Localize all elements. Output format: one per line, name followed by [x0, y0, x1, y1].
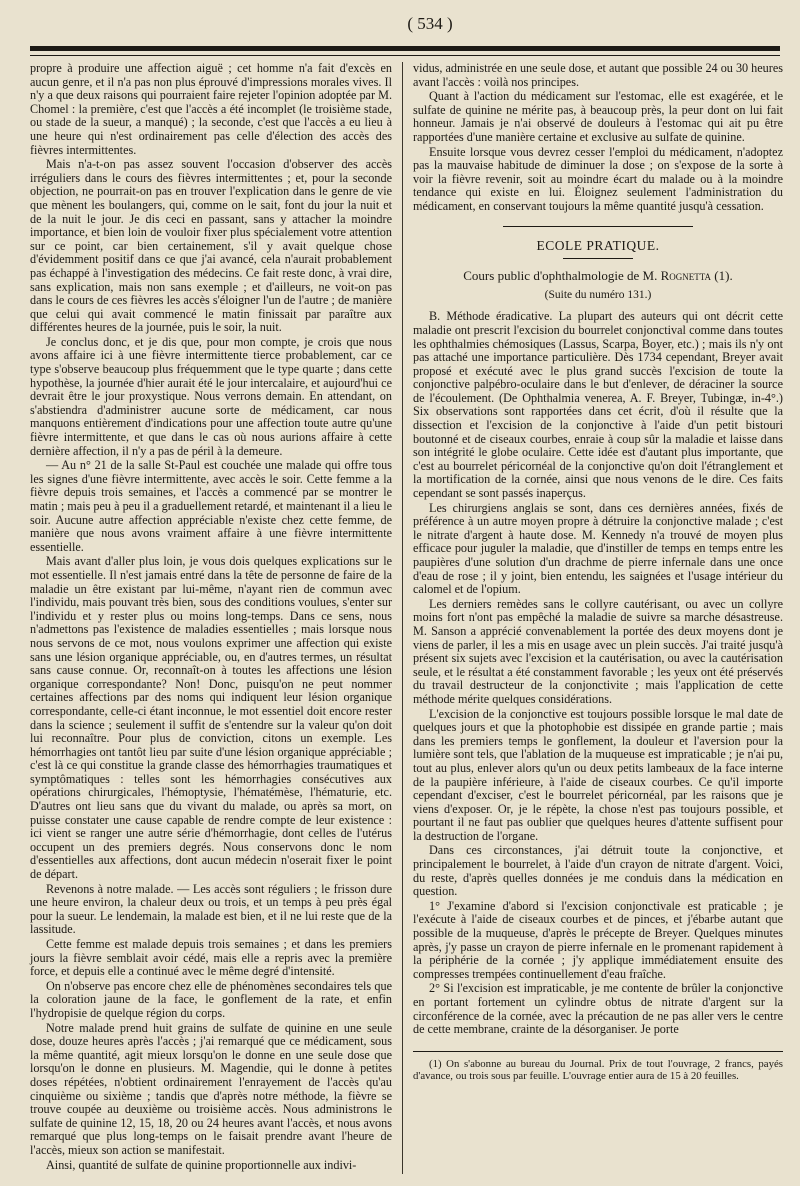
course-title	[413, 269, 783, 283]
header-rule-thin	[30, 55, 780, 56]
paragraph: On n'observe pas encore chez elle de phénomènes secondaires tels que la coloration jaune de la face, le gonflement de la rate, et enfin l'hydropisie de quelque région du corps.	[30, 978, 392, 1020]
paragraph: Notre malade prend huit grains de sulfate de quinine en une seule dose, douze heures après l'accès ; j'ai remarqué que ce médicament, sous la même quantité, agit mieux lorsqu'on le donne en une seule dose que lorsqu'on le donne en plusieurs. M. Magendie, qui le donne à petites doses répétées, n'obtient ordinairement l'enrayement de l'accès qu'au cinquième ou sixième ; tandis que d'après notre méthode, la fièvre se trouve coupée au deuxième ou troisième accès. Nous administrons le sulfate de quinine 12, 15, 18, 20 ou 24 heures avant l'accès, et nous avons remarqué que plus long-temps on le faisait prendre avant l'heure de l'accès, mieux son action se manifestait.	[30, 1020, 392, 1157]
course-title-prefix: Cours public d'ophthalmologie de M.	[463, 268, 658, 284]
paragraph: Ainsi, quantité de sulfate de quinine proportionnelle aux indivi-	[46, 1157, 357, 1172]
continuation-note: (Suite du numéro 131.)	[544, 288, 652, 301]
paragraph: vidus, administrée en une seule dose, et autant que possible 24 ou 30 heures avant l'accès : voilà nos principes.	[413, 61, 783, 89]
page-number: ( 534 )	[407, 14, 453, 33]
paragraph: B. Méthode éradicative. La plupart des auteurs qui ont décrit cette maladie ont prescrit l'excision du bourrelet conjonctival comme dans toutes les ophthalmies chémosiques (Lassus, Scarpa, Boyer, etc.) ; mais ils n'y ont pas attaché une importance particulière. Dès 1734 cependant, Breyer avait proposé et exécuté avec le plus grand succès l'excision de toute la conjonctive palpébro-oculaire dans le but d'enlever, de déraciner la source de l'écoulement. (De Ophthalmia venerea, A. F. Breyer, Tubingæ, in-4°.) Six observations sont rapportées dans cet écrit, d'où il résulte que la dissection et l'excision de la conjonctive à l'aide d'un petit bistouri boutonné et de ciseaux courbes, enraie à coup sûr la maladie et laisse dans son intégrité le globe oculaire. Cette idée est d'autant plus importante, que c'est au bourrelet péricornéal de la conjonctive qu'on doit l'étranglement et la mortification de la cornée, ainsi que nous venons de le dire. Ces faits cependant se sont passés inaperçus.	[413, 309, 783, 501]
paragraph: Revenons à notre malade. — Les accès sont réguliers ; le frisson dure une heure environ, la chaleur deux ou trois, et un temps à peu près égal pour la sueur. Le lendemain, la malade est bien, et il ne lui reste que de la lassitude.	[30, 881, 392, 937]
right-column	[413, 62, 783, 1084]
paragraph: Cette femme est malade depuis trois semaines ; et dans les premiers jours la fièvre semblait avoir cédé, mais elle a repris avec la première force, et depuis elle a continué avec le même degré d'intensité.	[30, 937, 392, 979]
page-header	[30, 14, 780, 44]
footnote: (1) On s'abonne au bureau du Journal. Prix de tout l'ouvrage, 2 francs, payés d'avance, ou trois sous par feuille. L'ouvrage entier aura de 15 à 20 feuilles.	[413, 1057, 783, 1083]
paragraph: Les chirurgiens anglais se sont, dans ces dernières années, fixés de préférence à un autre moyen propre à détruire la conjonctive malade ; c'est le nitrate d'argent à haute dose. M. Kennedy n'a trouvé de moyen plus efficace pour juguler la maladie, que d'instiller de temps en temps entre les paupières d'une solution d'un drachme de pierre infernale dans une once d'eau de rose ; il y joint, bien entendu, les saignées et l'usage intérieur du calomel et de l'opium.	[413, 500, 783, 597]
paragraph: Quant à l'action du médicament sur l'estomac, elle est exagérée, et le sulfate de quinine ne mérite pas, à beaucoup près, la peur dont on lui fait honneur. Jamais je n'ai observé de douleurs à l'estomac qui ait pu être rapportées d'une manière certaine et exclusive au sulfate de quinine.	[413, 89, 783, 144]
paragraph: — Au n° 21 de la salle St-Paul est couchée une malade qui offre tous les signes d'une fièvre intermittente, avec accès le soir. Cette femme a la fièvre depuis trois semaines, et l'accès a commencé par se montrer le matin ; mais peu à peu il a graduellement retardé, et maintenant il a lieu le soir. Aucune autre affection appréciable n'existe chez cette femme, de manière que nous avons vraiment affaire à une fièvre intermittente essentielle.	[30, 458, 392, 554]
paragraph: Ensuite lorsque vous devrez cesser l'emploi du médicament, n'adoptez pas la mauvaise habitude de diminuer la dose ; on s'expose de la sorte à voir la fièvre revenir, soit au moindre écart du malade ou à la moindre tendance qui existe en lui. Éloignez seulement l'administration du médicament, en conservant toujours la même quantité jusqu'à cessation.	[413, 144, 783, 213]
footnote-rule	[413, 1051, 783, 1052]
section-title: ECOLE PRATIQUE.	[536, 237, 660, 253]
section-title-rule	[563, 258, 633, 259]
course-title-note: (1).	[714, 268, 733, 284]
course-author: Rognetta	[660, 268, 712, 284]
paragraph: Dans ces circonstances, j'ai détruit toute la conjonctive, et principalement le bourrelet, à l'aide d'un crayon de nitrate d'argent. Voici, du reste, d'après quelles données je me conduis dans la médication en question.	[413, 843, 783, 899]
section-separator	[503, 226, 693, 227]
paragraph: L'excision de la conjonctive est toujours possible lorsque le mal date de quelques jours et que la photophobie est dissipée en grande partie ; mais dans les premiers temps le gonflement, la douleur et l'aversion pour la lumière sont tels, que l'ablation de la muqueuse est impraticable ; je n'ai pu, tout au plus, enlever alors qu'un ou deux petits lambeaux de la face interne de la paupière inférieure, à l'aide de ciseaux courbes. Ce qu'il importe cependant d'exciser, c'est le bourrelet péricornéal, par les raisons que je viens d'exposer. Or, je le répète, la chose n'est pas toujours possible, et pourtant il ne faut pas oublier que quelques heures d'attente suffisent pour la destruction de l'organe.	[413, 706, 783, 843]
left-column	[30, 62, 392, 1173]
column-divider	[402, 62, 403, 1174]
paragraph: Je conclus donc, et je dis que, pour mon compte, je crois que nous avons affaire ici à une fièvre intermittente tierce probablement, car ce type s'observe beaucoup plus fréquemment que le type quarte ; dans cette hypothèse, la journée d'hier aurait été le jour intercalaire, et aujourd'hui ce devrait être le jour proxystique. Nous verrons demain. En attendant, on s'abstiendra d'administrer aucune sorte de médicament, car nous manquons entièrement d'indications pour une affection toute autre qu'une fièvre intermittente, et que dans le cas où nous aurions affaire à cette dernière affection, il n'y a pas de péril à la demeure.	[30, 334, 392, 458]
header-rule-thick	[30, 46, 780, 51]
paragraph: propre à produire une affection aiguë ; cet homme n'a fait d'excès en aucun genre, et il n'a pas non plus éprouvé d'impressions morales vives. Il n'y a que deux raisons qui pourraient faire rejeter l'opinion adoptée par M. Chomel : la première, c'est que l'accès a été incomplet (le troisième stade, ou stade de la sueur, a manqué) ; la seconde, c'est que l'accès a eu lieu à une heure qui n'est ordinairement pas celle d'élection des accès des fièvres intermittentes.	[30, 61, 392, 157]
paragraph: Les derniers remèdes sans le collyre cautérisant, ou avec un collyre moins fort n'ont pas empêché la maladie de suivre sa marche désastreuse. M. Sanson a apprécié convenablement la portée des deux moyens dont je viens de parler, il les a mis en usage avec un plein succès. J'ai traité jusqu'à présent six sujets avec l'excision et la cautérisation, ou avec la cautérisation seule, et le résultat a été constamment favorable ; les yeux ont été préservés du travail destructeur de la conjonctivite ; mais l'application de cette méthode mérite quelques considérations.	[413, 596, 783, 706]
paragraph: Mais avant d'aller plus loin, je vous dois quelques explications sur le mot essentielle. Il n'est jamais entré dans la tête de personne de faire de la maladie un être existant par lui-même, n'ayant rien de commun avec l'individu, mais pouvant très bien, sous des conditions voulues, s'enter sur l'individu et y rester plus ou moins long-temps. Dans ce sens, nous n'admettons pas l'existence de maladies essentielles ; mais lorsque nous nous servons de ce mot, nous voulons exprimer une affection qui existe sans une lésion organique appréciable, ou, en d'autres termes, un résultat sans cause connue. Or, reconnaît-on à toutes les affections une lésion organique correspondante? Non! Donc, puisqu'on ne peut nommer certaines affections par des noms qui indiquent leur lésion organique correspondante, celle-ci étant inconnue, le mot essentiel doit encore rester dans la science ; seulement il suffit de s'entendre sur la valeur qu'on doit lui reconnaître. Pour plus de conviction, citons un exemple. Les hémorrhagies ont tantôt lieu par suite d'une lésion organique appréciable ; c'est là ce qui constitue la grande classe des hémorrhagies traumatiques et symptômatiques : telles sont les hémorrhagies consécutives aux opérations chirurgicales, l'hémoptysie, l'hématémèse, l'hématurie, etc. D'autres ont lieu sans que du vivant du malade, ou après sa mort, on puisse constater une cause capable de rendre compte de leur existence : ici vient se ranger une autre série d'hémorrhagie, dont celles de l'utérus occupent un des premiers degrés. Nous conservons donc le nom d'essentielles aux affections, dont aucun médecin n'oserait fixer le point de départ.	[30, 554, 392, 882]
paragraph: Mais n'a-t-on pas assez souvent l'occasion d'observer des accès irréguliers dans le cours des fièvres intermittentes ; et, pour la seconde objection, ne pourrait-on pas en trouver l'explication dans le genre de vie que mènent les boulangers, qui, comme on le sait, font du jour la nuit et de la nuit le jour. Je dis ceci en passant, sans y attacher la moindre importance, et bien loin de vouloir fixer plus spécialement votre attention sur ce point, car bien certainement, s'il y avait quelque chose d'évidemment positif dans ce que j'ai avancé, cela n'aurait probablement pas échappé à l'investigation des médecins. Ce fait reste donc, à vrai dire, sans explication, mais non sans exemple ; et d'ailleurs, ne voit-on pas dans le cours de ces fièvres les accès s'éloigner l'un de l'autre ; de manière que celui qui avait commencé le matin finissait par paraître aux différentes heures de la journée, puis le soir, la nuit.	[30, 157, 392, 335]
paragraph: 2° Si l'excision est impraticable, je me contente de brûler la conjonctive en portant fortement un cylindre obtus de nitrate d'argent sur la circonférence de la cornée, avec la précaution de ne pas aller vers le centre de cette membrane, crainte de la désorganiser. Je porte	[413, 981, 783, 1037]
paragraph: 1° J'examine d'abord si l'excision conjonctivale est praticable ; je l'exécute à l'aide de ciseaux courbes et de pinces, et j'ébarbe autant que possible de la muqueuse, d'après le précepte de Breyer. Quelques minutes après, j'y passe un crayon de pierre infernale en le promenant rapidement à la périphérie de la cornée ; j'y applique immédiatement ensuite des compresses trempées continuellement d'eau fraîche.	[413, 898, 783, 981]
